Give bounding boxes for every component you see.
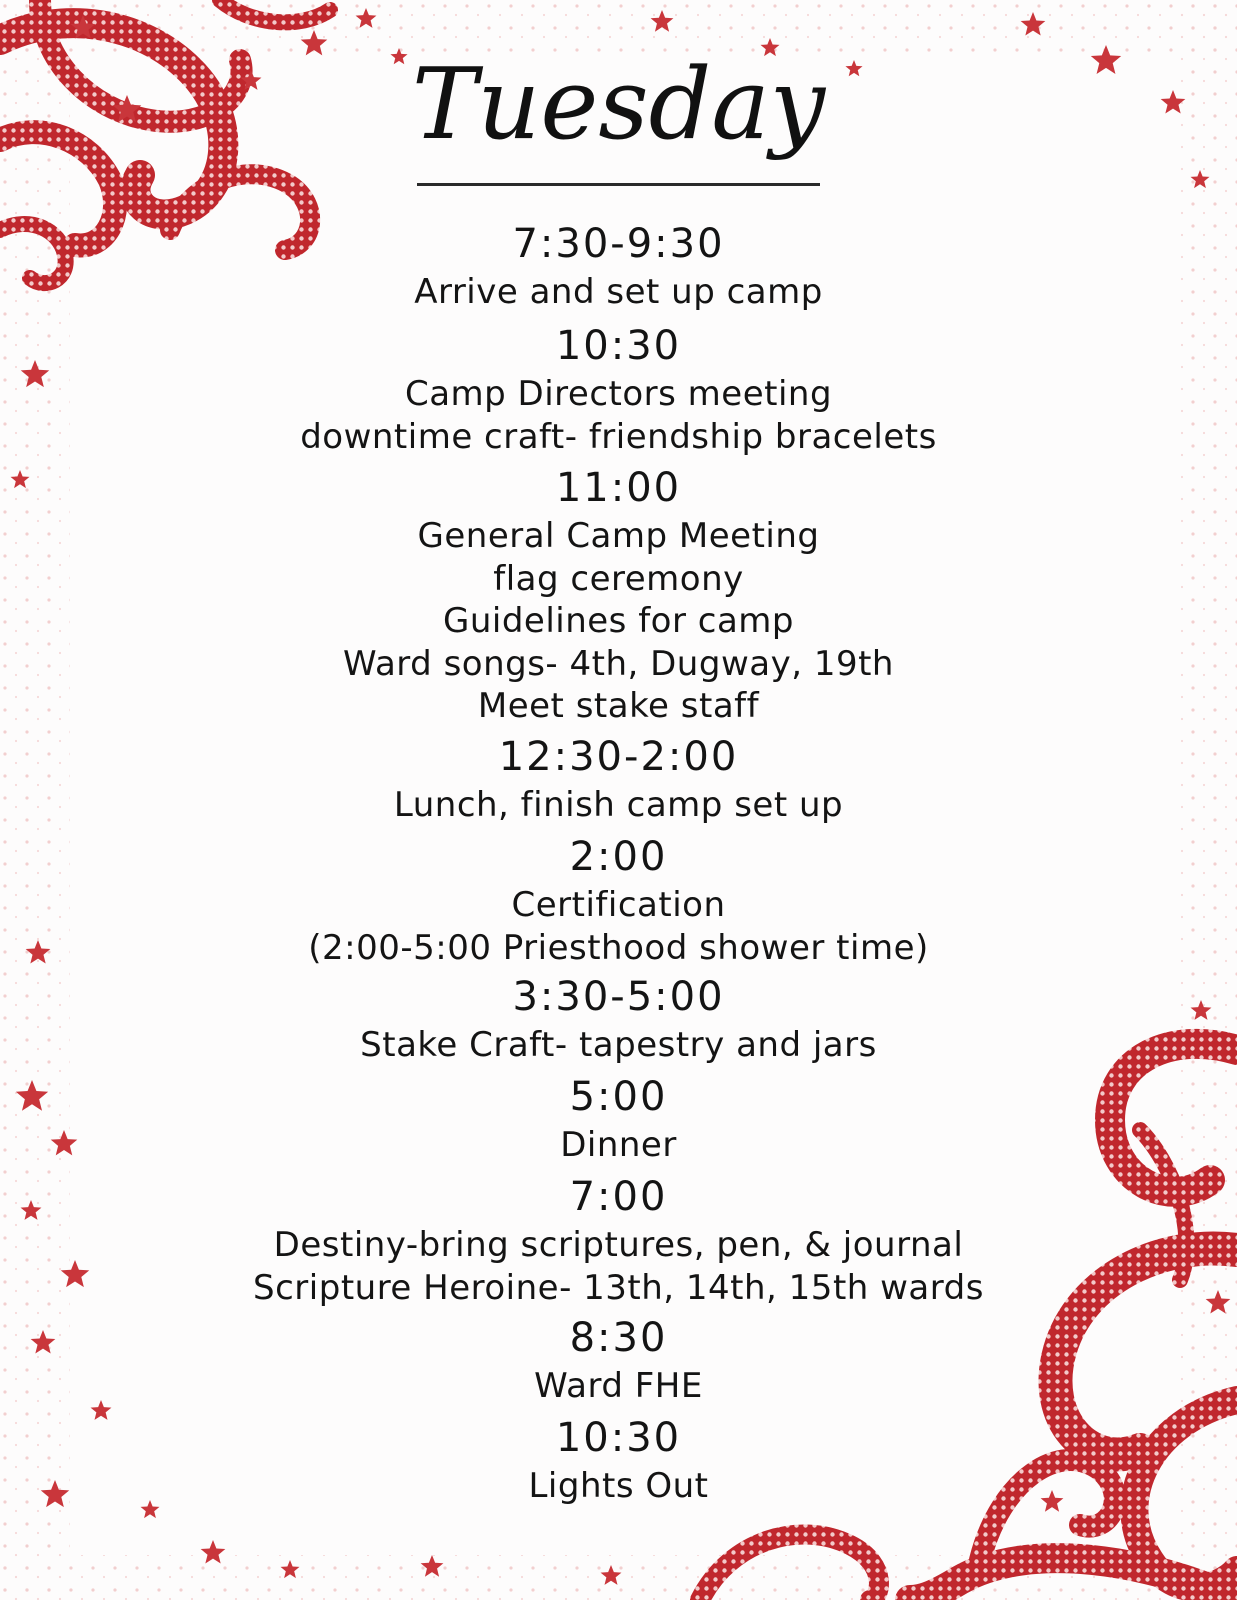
schedule-activity: Certification	[511, 885, 726, 925]
schedule-time: 10:30	[555, 323, 682, 369]
schedule-activity: Lunch, finish camp set up	[393, 785, 844, 825]
schedule-time: 7:00	[569, 1174, 668, 1220]
schedule-activity: (2:00-5:00 Priesthood shower time)	[308, 927, 929, 968]
schedule-activity: Scripture Heroine- 13th, 14th, 15th wards	[253, 1267, 984, 1308]
schedule-activity: Camp Directors meeting	[404, 374, 833, 414]
schedule-time: 12:30-2:00	[498, 734, 739, 780]
schedule-time: 11:00	[555, 465, 682, 511]
schedule-activity: Ward FHE	[534, 1366, 703, 1406]
schedule-time: 5:00	[569, 1074, 668, 1120]
schedule-activity: General Camp Meeting	[417, 516, 820, 556]
schedule-activity: Arrive and set up camp	[414, 272, 823, 312]
schedule-activity: Meet stake staff	[477, 686, 760, 726]
schedule-activity: downtime craft- friendship bracelets	[300, 416, 937, 457]
schedule-time: 7:30-9:30	[512, 221, 725, 267]
schedule-activity: Ward songs- 4th, Dugway, 19th	[343, 643, 894, 684]
schedule-activity: Dinner	[560, 1125, 677, 1165]
schedule-time: 8:30	[569, 1315, 668, 1361]
schedule-activity: Guidelines for camp	[442, 601, 794, 641]
page-title: Tuesday	[411, 48, 826, 162]
schedule-activity: Lights Out	[528, 1466, 709, 1506]
schedule-time: 3:30-5:00	[512, 974, 725, 1020]
schedule-activity: Destiny-bring scriptures, pen, & journal	[273, 1225, 964, 1265]
schedule-activity: Stake Craft- tapestry and jars	[360, 1025, 877, 1065]
schedule-time: 2:00	[569, 834, 668, 880]
title-underline	[417, 183, 820, 186]
schedule-activity: flag ceremony	[493, 558, 744, 599]
schedule-time: 10:30	[555, 1415, 682, 1461]
